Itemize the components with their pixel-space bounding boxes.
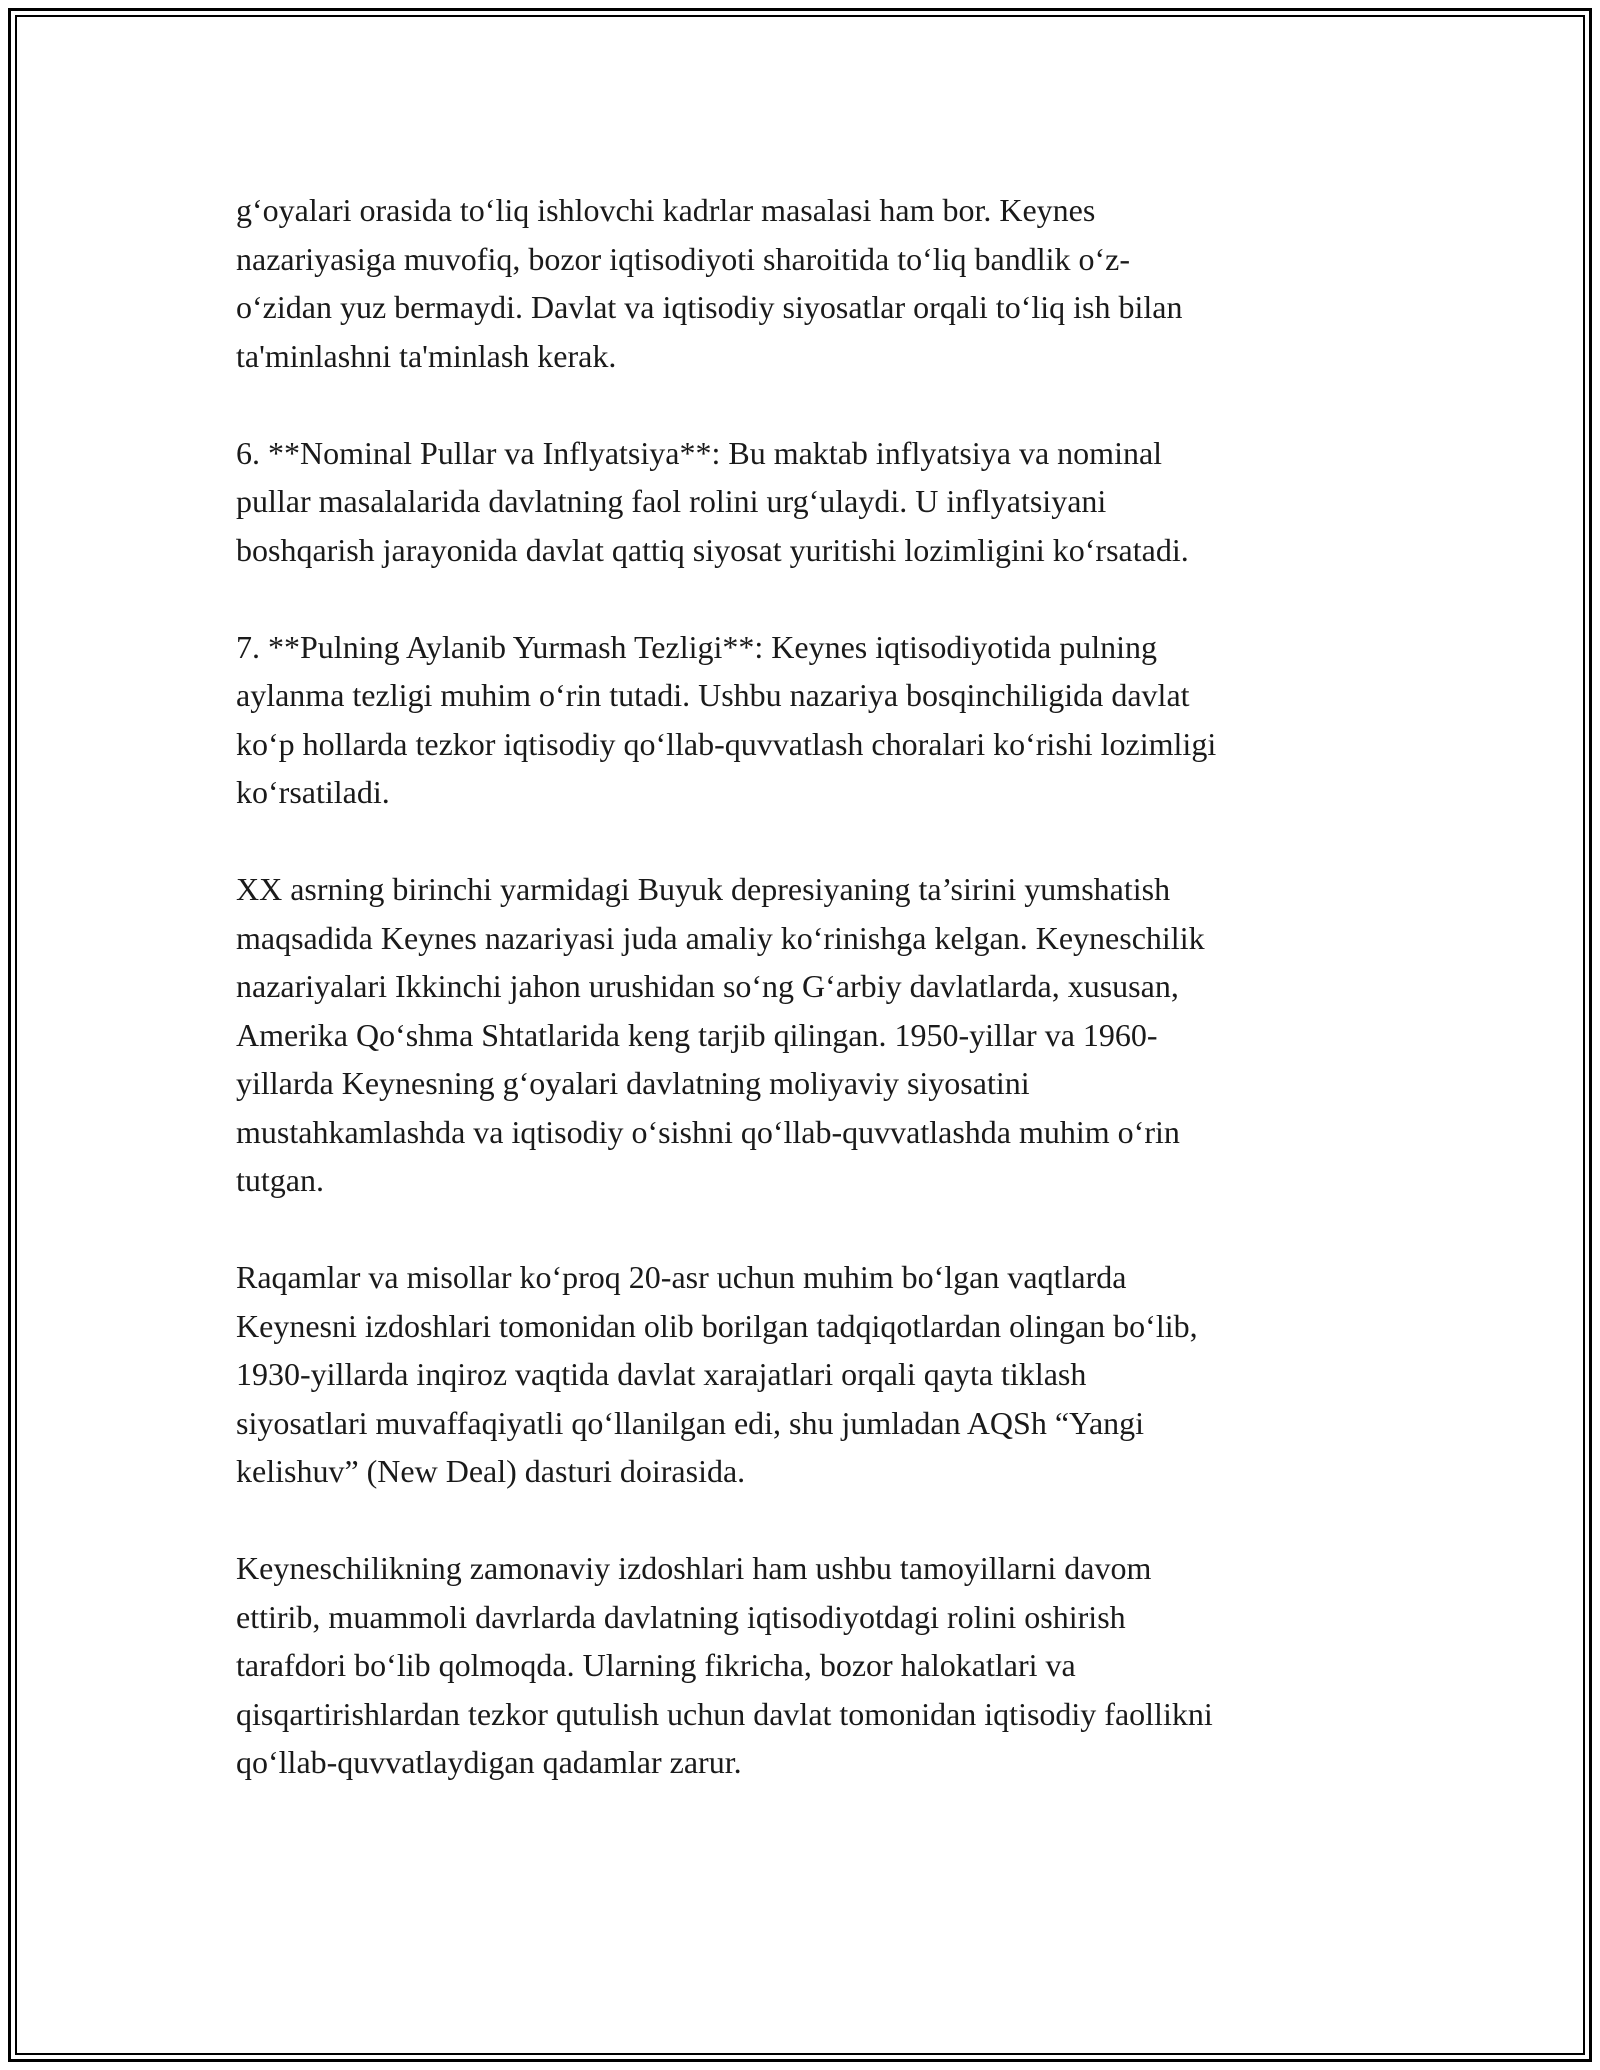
paragraph-modern-followers: Keyneschilikning zamonaviy izdoshlari ham ushbu tamoyillarni davom ettirib, muammoli davrlarda davlatning iqtisodiyotdagi rolini oshirish tarafdori bo‘lib qolmoqda. Ularning fikricha, bozor halokatlari va qisqartirishlardan tezkor qutulish uchun davlat tomonidan iqtisodiy faollikni qo‘llab-quvvatlaydigan qadamlar zarur. <box>236 1550 1213 1780</box>
document-body <box>236 186 1366 1835</box>
paragraph-full-employment: g‘oyalari orasida to‘liq ishlovchi kadrlar masalasi ham bor. Keynes nazariyasiga muvofiq, bozor iqtisodiyoti sharoitida to‘liq bandlik o‘z- o‘zidan yuz bermaydi. Davlat va iqtisodiy siyosatlar orqali to‘liq ish bilan ta'minlashni ta'minlash kerak. <box>236 192 1183 374</box>
paragraph-new-deal: Raqamlar va misollar ko‘proq 20-asr uchun muhim bo‘lgan vaqtlarda Keynesni izdoshlari tomonidan olib borilgan tadqiqotlardan olingan bo‘lib, 1930-yillarda inqiroz vaqtida davlat xarajatlari orqali qayta tiklash siyosatlari muvaffaqiyatli qo‘llanilgan edi, shu jumladan AQSh “Yangi kelishuv” (New Deal) dasturi doirasida. <box>236 1259 1198 1489</box>
paragraph-money-velocity: 7. **Pulning Aylanib Yurmash Tezligi**: Keynes iqtisodiyotida pulning aylanma tezligi muhim o‘rin tutadi. Ushbu nazariya bosqinchiligida davlat ko‘p hollarda tezkor iqtisodiy qo‘llab-quvvatlash choralari ko‘rishi lozimligi ko‘rsatiladi. <box>236 628 1217 810</box>
paragraph-nominal-money-inflation: 6. **Nominal Pullar va Inflyatsiya**: Bu maktab inflyatsiya va nominal pullar masalalarida davlatning faol rolini urg‘ulaydi. U inflyatsiyani boshqarish jarayonida davlat qattiq siyosat yuritishi lozimligini ko‘rsatadi. <box>236 434 1189 568</box>
paragraph-great-depression: XX asrning birinchi yarmidagi Buyuk depresiyaning ta’sirini yumshatish maqsadida Keynes nazariyasi juda amaliy ko‘rinishga kelgan. Keyneschilik nazariyalari Ikkinchi jahon urushidan so‘ng G‘arbiy davlatlarda, xususan, Amerika Qo‘shma Shtatlarida keng tarjib qilingan. 1950-yillar va 1960- yillarda Keynesning g‘oyalari davlatning moliyaviy siyosatini mustahkamlashda va iqtisodiy o‘sishni qo‘llab-quvvatlashda muhim o‘rin tutgan. <box>236 871 1205 1198</box>
